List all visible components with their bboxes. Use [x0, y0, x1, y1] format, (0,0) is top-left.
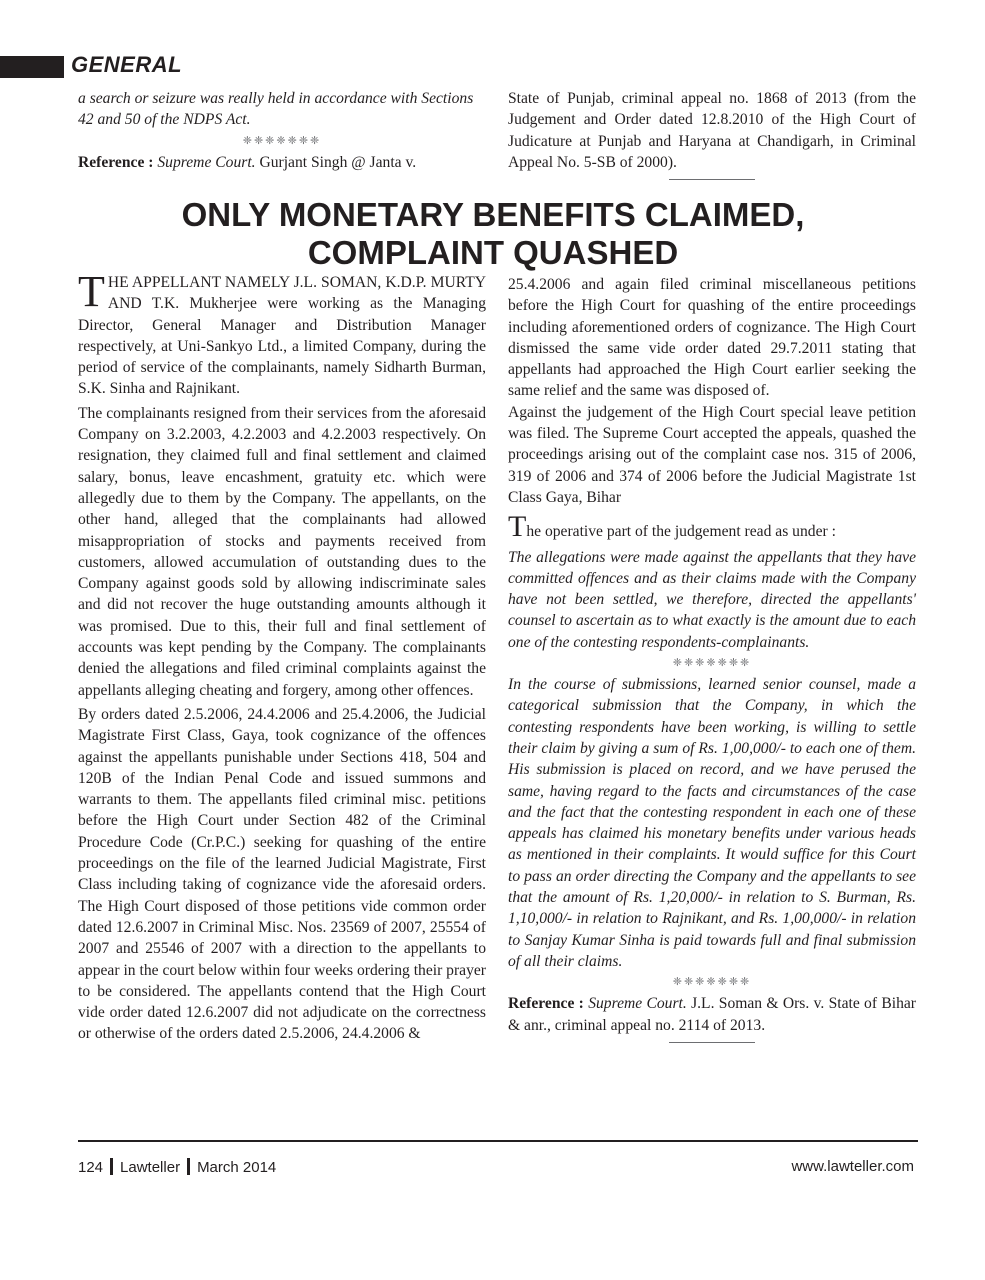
paragraph-1-text: HE APPELLANT NAMELY J.L. SOMAN, K.D.P. MURTY AND T.K. Mukherjee were working as the Managing Director, General Manager and Distribution Manager respectively, at Uni-Sankyo Ltd., a limited Company, during the period of service of the complainants, namely Sidharth Burman, S.K. Sinha and Rajnikant.: [78, 274, 486, 398]
publication-name: Lawteller: [120, 1159, 181, 1176]
article-reference: [508, 993, 916, 1036]
drop-cap: T: [78, 267, 105, 316]
issue-date: March 2014: [197, 1159, 277, 1176]
section-label: GENERAL: [71, 52, 183, 77]
article-paragraph-2: The complainants resigned from their services from the aforesaid Company on 3.2.2003, 4.2.2003 and 4.2.2003 respectively. On resignation, they claimed full and final settlement and claimed salary, bonus, leave encashment, gratuity etc. which were allegedly due to them by the Company. The appellants, on the other hand, alleged that the complainants had allowed misappropriation of stocks and payments received from customers, allowed accumulation of outstanding dues to the Company against goods sold by allowing indiscriminate sales and did not recover the huge outstanding amounts although it was promised. Due to this, their full and final settlement of accounts was kept pending by the Company. The complainants denied the allegations and filed criminal complaints against the appellants alleging cheating and forgery, among other offences.: [78, 404, 486, 699]
prev-article-left-column: [78, 88, 486, 173]
article-reference-label: Reference :: [508, 995, 584, 1013]
operative-intro-text: he operative part of the judgement read as under :: [526, 523, 836, 541]
article-headline: [78, 196, 908, 272]
section-bar: [0, 56, 64, 78]
reference-court: Supreme Court.: [157, 153, 256, 171]
page-footer: [78, 1158, 914, 1176]
article-paragraph-4: Against the judgement of the High Court special leave petition was filed. The Supreme Court accepted the appeals, quashed the proceedings arising out of the complaint case nos. 315 of 2006, 319 of 2006 and 374 of 2006 before the Judicial Magistrate 1st Class Gaya, Bihar: [508, 403, 916, 506]
operative-part-intro: [508, 510, 916, 544]
article-reference-court: Supreme Court.: [588, 995, 687, 1013]
quote-stars-1: ❈❈❈❈❈❈❈: [672, 657, 752, 670]
headline-line-1: ONLY MONETARY BENEFITS CLAIMED,: [181, 196, 805, 233]
website-link[interactable]: www.lawteller.com: [791, 1158, 914, 1175]
footer-info: [78, 1158, 276, 1176]
prev-article-stars: ❈❈❈❈❈❈❈: [242, 134, 322, 147]
end-separator-rule: [669, 1042, 755, 1043]
prev-article-reference-continued: State of Punjab, criminal appeal no. 1868 of 2013 (from the Judgement and Order dated 12.8.2010 of the High Court of Judicature at Punjab and Haryana at Chandigarh, in Criminal Appeal No. 5-SB of 2000).: [508, 90, 916, 171]
prev-article-right-column: [508, 88, 916, 180]
judgement-quote-2: In the course of submissions, learned senior counsel, made a categorical submission that the Company, in which the contesting respondents have been working, is willing to settle their claim by giving a sum of Rs. 1,00,000/- to each one of them. His submission is placed on record, and we have perused the same, having regard to the facts and circumstances of the case and the fact that the contesting respondent in each one of these appeals has claimed his monetary benefits under various heads as mentioned in their complaints. It would suffice for this Court to pass an order directing the Company and the appellants to see that the amount of Rs. 1,20,000/- in relation to S. Burman, Rs. 1,10,000/- in relation to Rajnikant, and Rs. 1,00,000/- in relation to Sanjay Kumar Sinha is paid towards full and final submission of all their claims.: [508, 676, 916, 970]
article-left-column: [78, 267, 486, 1045]
page-number: 124: [78, 1159, 104, 1176]
footer-divider: [110, 1158, 113, 1175]
prev-article-text: a search or seizure was really held in accordance with Sections 42 and 50 of the NDPS Act.: [78, 90, 474, 129]
separator-rule: [669, 179, 755, 180]
article-right-column: [508, 274, 916, 1043]
article-paragraph-3-continued: 25.4.2006 and again filed criminal miscellaneous petitions before the High Court for quashing of the entire proceedings including aforementioned orders of cognizance. The High Court dismissed the same vide order dated 29.7.2011 stating that appellants had approached the High Court earlier seeking the same relief and the same was disposed of.: [508, 276, 916, 400]
article-reference-text: J.L. Soman & Ors. v. State of Bihar & anr., criminal appeal no. 2114 of 2013.: [508, 995, 916, 1034]
footer-divider: [187, 1158, 190, 1175]
article-paragraph-3: By orders dated 2.5.2006, 24.4.2006 and 25.4.2006, the Judicial Magistrate First Class, Gaya, took cognizance of the offences against the appellants punishable under Sections 418, 504 and 120B of the Indian Penal Code and issued summons and warrants to them. The appellants filed criminal misc. petitions before the High Court under Section 482 of the Criminal Procedure Code (Cr.P.C.) seeking for quashing of the entire proceedings on the file of the learned Judicial Magistrate, First Class including taking of cognizance vide the aforesaid orders. The High Court disposed of those petitions vide common order dated 12.6.2007 in Criminal Misc. Nos. 23569 of 2007, 25554 of 2007 and 25546 of 2007 with a direction to the appellants to appear in the court below within four weeks ordering their prayer to be considered. The appellants contend that the High Court vide order dated 12.6.2007 did not adjudicate on the correctness or otherwise of the orders dated 2.5.2006, 24.4.2006 &: [78, 705, 486, 1043]
footer-rule: [78, 1140, 918, 1142]
article-paragraph-1: [78, 267, 486, 400]
reference-label: Reference :: [78, 153, 154, 171]
judgement-quote-1: The allegations were made against the appellants that they have committed offences and as their claims made with the Company have not been settled, we therefore, directed the appellants' counsel to ascertain as to what exactly is the amount due to each one of the contesting respondents-complainants.: [508, 548, 916, 651]
prev-article-reference: [78, 152, 486, 173]
quote-stars-2: ❈❈❈❈❈❈❈: [672, 976, 752, 989]
operative-large-t: T: [508, 510, 527, 544]
headline-line-2: COMPLAINT QUASHED: [307, 234, 679, 271]
reference-text: Gurjant Singh @ Janta v.: [259, 153, 417, 171]
